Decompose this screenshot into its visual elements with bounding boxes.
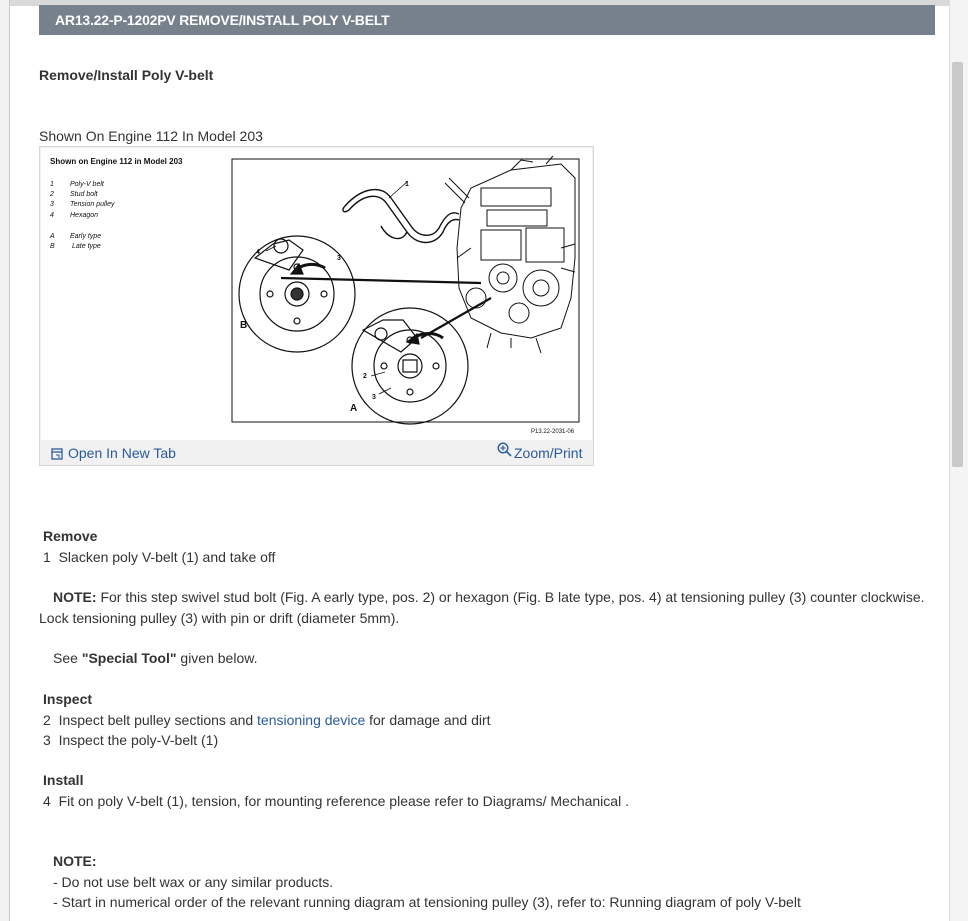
callout: 4 [256,249,260,256]
engine-illustration [445,156,575,353]
callout: 3 [372,394,376,401]
step-text: Fit on poly V-belt (1), tension, for mounting reference please refer to Diagrams/ Mechanical . [58,793,629,809]
special-tool-label: "Special Tool" [81,650,177,666]
figure-legend [49,181,115,250]
callout: B [240,320,248,331]
figure-caption: Shown On Engine 112 In Model 203 [39,128,263,144]
step-2 [43,712,491,728]
callout: 1 [405,181,409,188]
legend-label: Hexagon [70,212,99,219]
zoom-in-icon [497,442,512,460]
step-number: 1 [43,549,51,565]
legend-label: Early type [70,233,102,240]
figure-image [41,148,592,440]
legend-label: Stud bolt [70,191,98,198]
window-left-edge [0,0,10,921]
callout: 3 [337,255,341,262]
special-tool-reference [53,650,257,666]
legend-label: Poly-V belt [70,181,104,188]
step-number: 3 [43,732,51,748]
note-remove-line2: Lock tensioning pulley (3) with pin or drift (diameter 5mm). [39,610,400,626]
callout: 2 [363,373,367,380]
figure-actions [41,440,592,465]
legend-label: Tension pulley [70,201,115,208]
step-number: 4 [43,793,51,809]
install-heading: Install [43,772,84,788]
legend-num: 4 [50,212,54,219]
legend-num: 1 [50,181,54,188]
remove-heading: Remove [43,528,98,544]
legend-label: Late type [72,243,101,250]
open-tab-icon [51,447,63,463]
detail-early-type [352,308,468,424]
legend-num: 2 [50,191,54,198]
scrollbar-thumb[interactable] [952,62,963,467]
step-3 [43,732,218,748]
tensioning-device-link[interactable]: tensioning device [257,712,366,728]
callout: A [350,403,358,414]
step-text: Inspect belt pulley sections and [58,712,258,728]
leader-line [421,298,491,338]
belt-diagram [41,148,592,440]
figure-reference: P13.22-2031-06 [531,429,575,435]
poly-v-belt [343,190,459,243]
zoom-print-label: Zoom/Print [514,445,583,461]
legend-num: A [50,233,55,240]
figure-heading: Shown on Engine 112 in Model 203 [50,157,183,166]
drawing-frame [232,159,579,422]
see-suffix: given below. [176,650,258,666]
note-item: - Start in numerical order of the relevant running diagram at tensioning pulley (3), refer to: Running diagram of poly V-belt [53,894,801,910]
step-text-suffix: for damage and dirt [365,712,491,728]
see-prefix: See [53,650,82,666]
step-number: 2 [43,712,51,728]
note-text: For this step swivel stud bolt (Fig. A early type, pos. 2) or hexagon (Fig. B late type, pos. 4) at tensioning pulley (3) counter clockwise. [96,589,925,605]
note-remove [53,589,925,605]
step-text: Inspect the poly-V-belt (1) [58,732,219,748]
open-in-new-tab-label: Open In New Tab [68,445,176,461]
inspect-heading: Inspect [43,691,93,707]
legend-num: B [50,243,55,250]
step-1 [43,549,275,565]
open-in-new-tab-link[interactable] [51,445,176,463]
document-header-bar: AR13.22-P-1202PV REMOVE/INSTALL POLY V-BELT [39,5,935,35]
step-4 [43,793,629,809]
note-label: NOTE: [53,589,97,605]
note-heading: NOTE: [53,853,97,869]
leader-line [281,278,481,283]
step-text: Slacken poly V-belt (1) and take off [58,549,276,565]
note-item: - Do not use belt wax or any similar products. [53,874,334,890]
document-title: Remove/Install Poly V-belt [39,67,214,83]
legend-num: 3 [50,201,54,208]
zoom-print-link[interactable] [497,442,582,460]
figure-container [39,146,594,466]
